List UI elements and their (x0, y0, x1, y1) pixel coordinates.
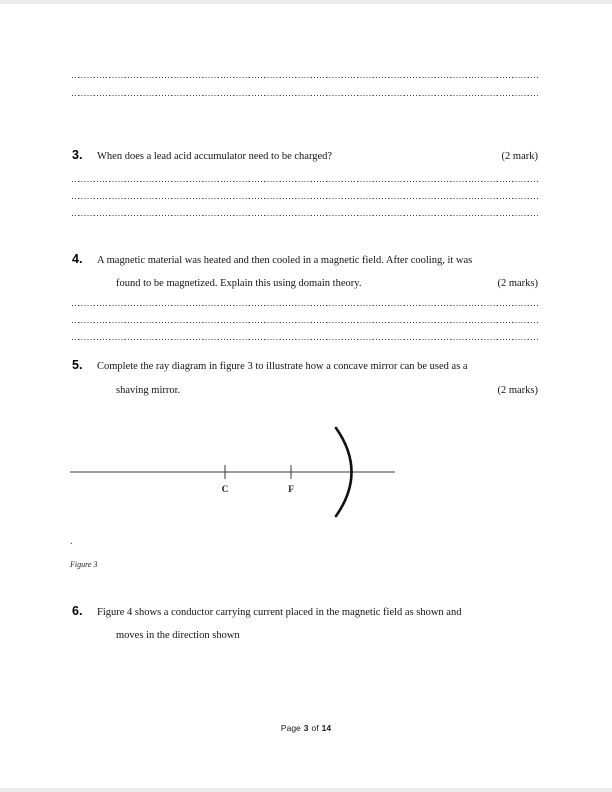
centre-of-curvature-label: C (221, 485, 229, 495)
question-4-text-line1: A magnetic material was heated and then cooled in a magnetic field. After cooling, it was (97, 255, 473, 266)
question-4 (72, 252, 538, 268)
focal-point-label: F (288, 485, 294, 495)
question-3-text: When does a lead acid accumulator need to be charged? (97, 151, 333, 162)
footer-current-page: 3 (303, 723, 309, 733)
question-5-number: 5. (72, 358, 83, 372)
answer-line (72, 321, 538, 323)
question-4-text-line2: found to be magnetized. Explain this using domain theory. (116, 278, 362, 289)
ray-diagram (68, 424, 408, 524)
answer-line (72, 94, 538, 96)
answer-line (72, 304, 538, 306)
question-5-continued (116, 384, 538, 398)
question-6-text-line1: Figure 4 shows a conductor carrying current placed in the magnetic field as shown and (97, 607, 462, 618)
answer-line (72, 338, 538, 340)
footer-total-pages: 14 (321, 723, 332, 733)
question-4-marks: (2 marks) (497, 278, 538, 289)
question-6-number: 6. (72, 604, 83, 618)
question-5-text-line2: shaving mirror. (116, 385, 181, 396)
question-3 (72, 148, 538, 164)
footer-page-word: Page (280, 723, 301, 733)
page-footer (0, 723, 612, 733)
answer-line (72, 214, 538, 216)
page-bottom-edge (0, 788, 612, 792)
question-5 (72, 358, 538, 374)
question-5-text-line1: Complete the ray diagram in figure 3 to illustrate how a concave mirror can be used as a (97, 361, 468, 372)
question-5-marks: (2 marks) (497, 385, 538, 396)
answer-line (72, 197, 538, 199)
question-6-text-line2: moves in the direction shown (116, 630, 240, 641)
footer-of-word: of (311, 723, 319, 733)
question-3-marks: (2 mark) (501, 151, 538, 162)
question-4-number: 4. (72, 252, 83, 266)
question-4-continued (116, 277, 538, 291)
question-6 (72, 604, 538, 620)
figure-caption: Figure 3 (70, 560, 98, 569)
answer-line (72, 76, 538, 78)
answer-line (72, 180, 538, 182)
question-6-continued (116, 629, 538, 643)
page-top-edge (0, 0, 612, 4)
stray-period: . (70, 536, 73, 547)
question-3-number: 3. (72, 148, 83, 162)
